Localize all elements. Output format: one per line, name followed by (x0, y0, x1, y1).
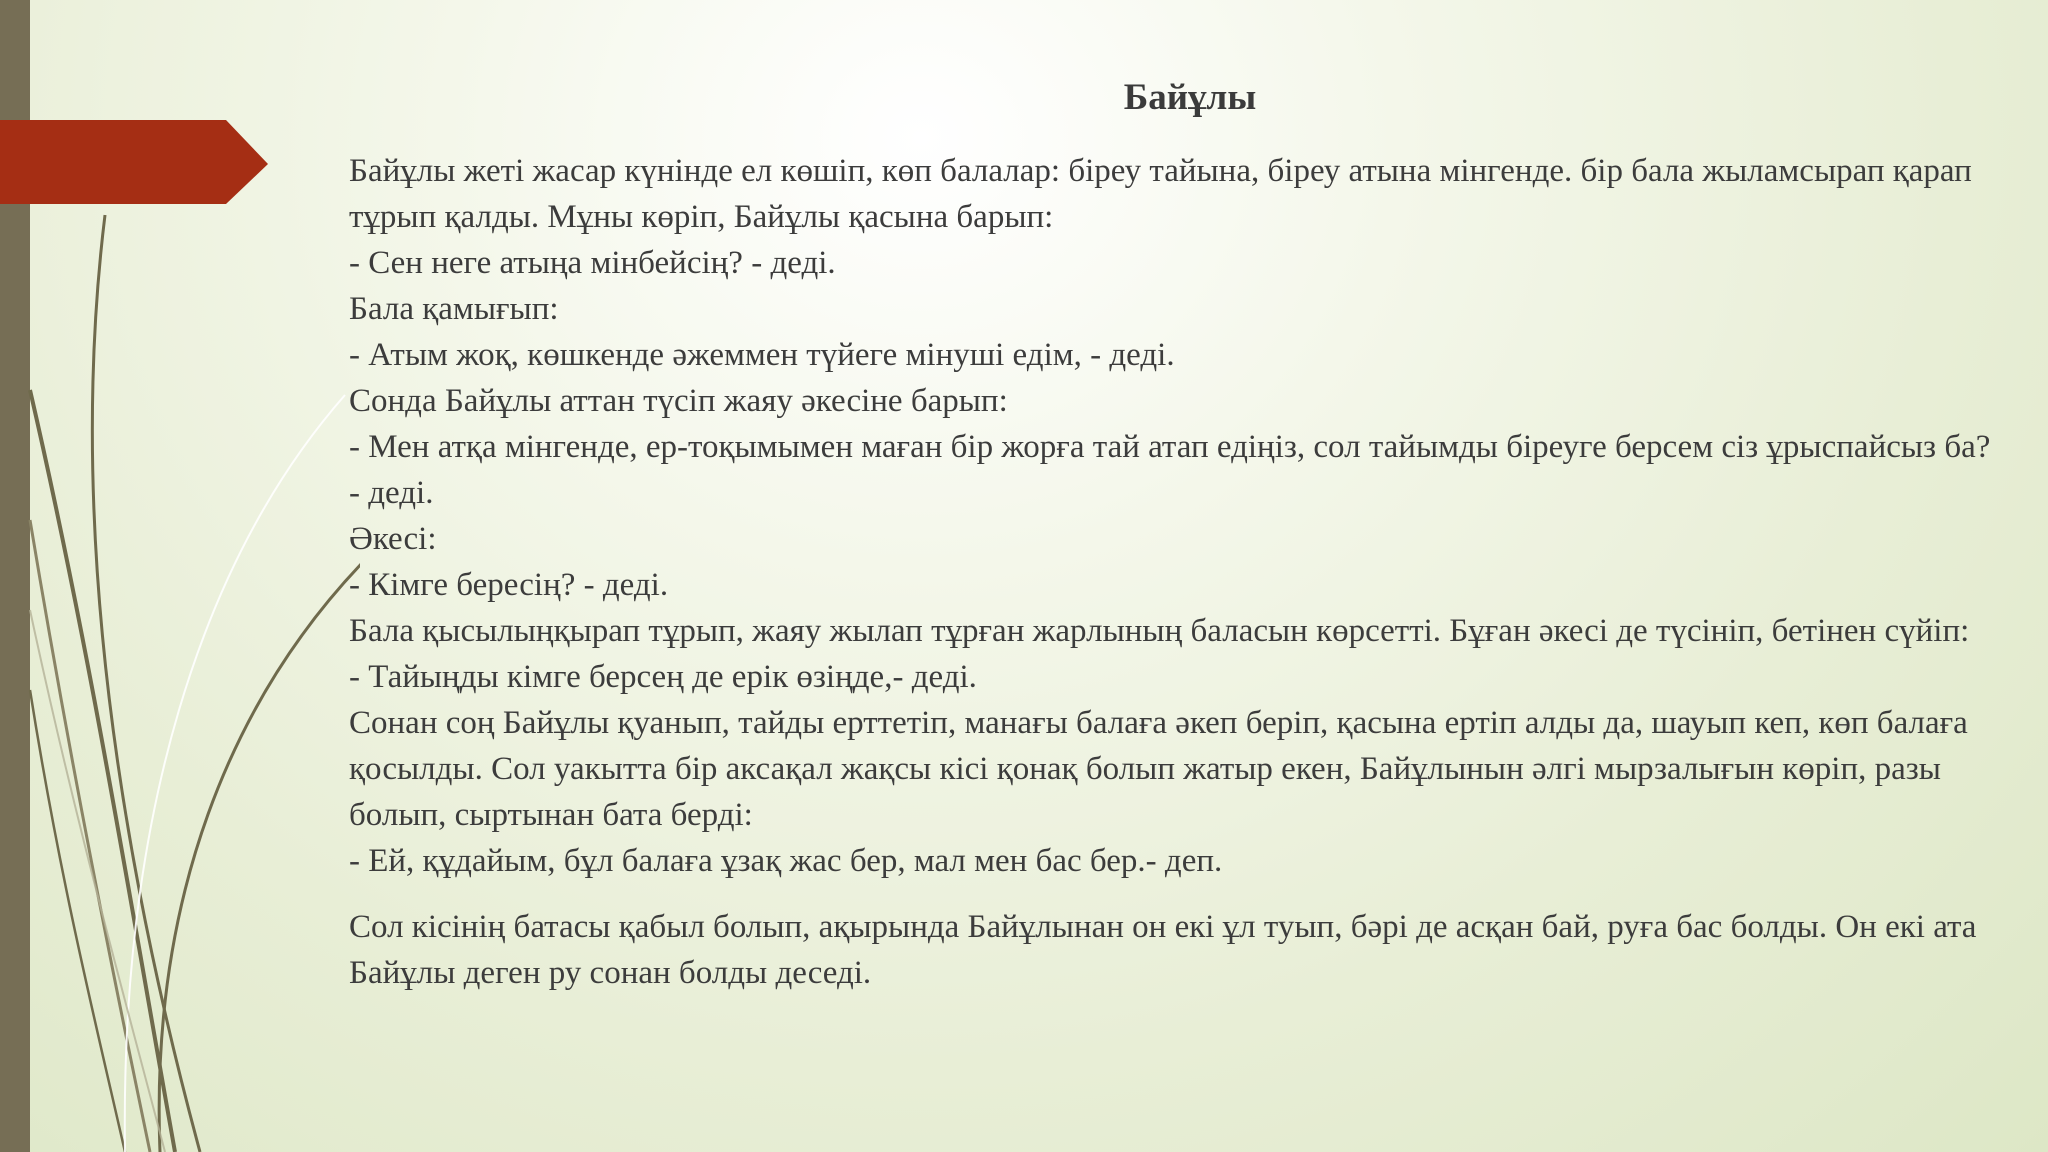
story-line: - Кімге бересің? - деді. (349, 567, 669, 603)
story-line: - Тайыңды кімге берсең де ерік өзіңде,- деді. (349, 659, 977, 695)
story-line: - Атым жоқ, көшкенде әжеммен түйеге мінуші едім, - деді. (349, 337, 1175, 373)
slide-title: Байұлы (1123, 77, 1257, 118)
red-arrow-tab (0, 0, 272, 210)
story-line: Бала қысылыңқырап тұрып, жаяу жылап тұрған жарлының баласын көрсетті. Бұған әкесі де түсініп, бетінен сүйіп: (349, 613, 1970, 649)
story-line: Бала қамығып: (349, 291, 559, 327)
story-line: Байұлы жеті жасар күнінде ел көшіп, көп балалар: біреу тайына, біреу атына мінгенде. бір бала жыламсырап қарап тұрып қалды. Мұны көріп, Байұлы қасына барып: (349, 153, 1972, 235)
story-line: Сонан соң Байұлы қуанып, тайды ерттетіп, манағы балаға әкеп беріп, қасына ертіп алды да, шауып кеп, көп балаға қосылды. Сол уакытта бір аксақал жақсы кісі қонақ болып жатыр екен, Байұлынын әлгі мырзалығын көріп, разы болып, сыртынан бата берді: (349, 705, 1968, 833)
story-line: - Сен неге атыңа мінбейсің? - деді. (349, 245, 836, 281)
closing-paragraph: Сол кісінің батасы қабыл болып, ақырында Байұлынан он екі ұл туып, бәрі де асқан бай, руға бас болды. Он екі ата Байұлы деген ру сонан болды деседі. (349, 909, 1977, 991)
story-line: Сонда Байұлы аттан түсіп жаяу әкесіне барып: (349, 383, 1008, 419)
slide-body (349, 148, 2009, 996)
story-line: - Мен атқа мінгенде, ер-тоқымымен маған бір жорға тай атап едіңіз, сол тайымды біреуге берсем сіз ұрыспайсыз ба? - деді. (349, 429, 1991, 511)
story-line: - Ей, құдайым, бұл балаға ұзақ жас бер, мал мен бас бер.- деп. (349, 843, 1223, 879)
story-line: Әкесі: (349, 521, 437, 557)
